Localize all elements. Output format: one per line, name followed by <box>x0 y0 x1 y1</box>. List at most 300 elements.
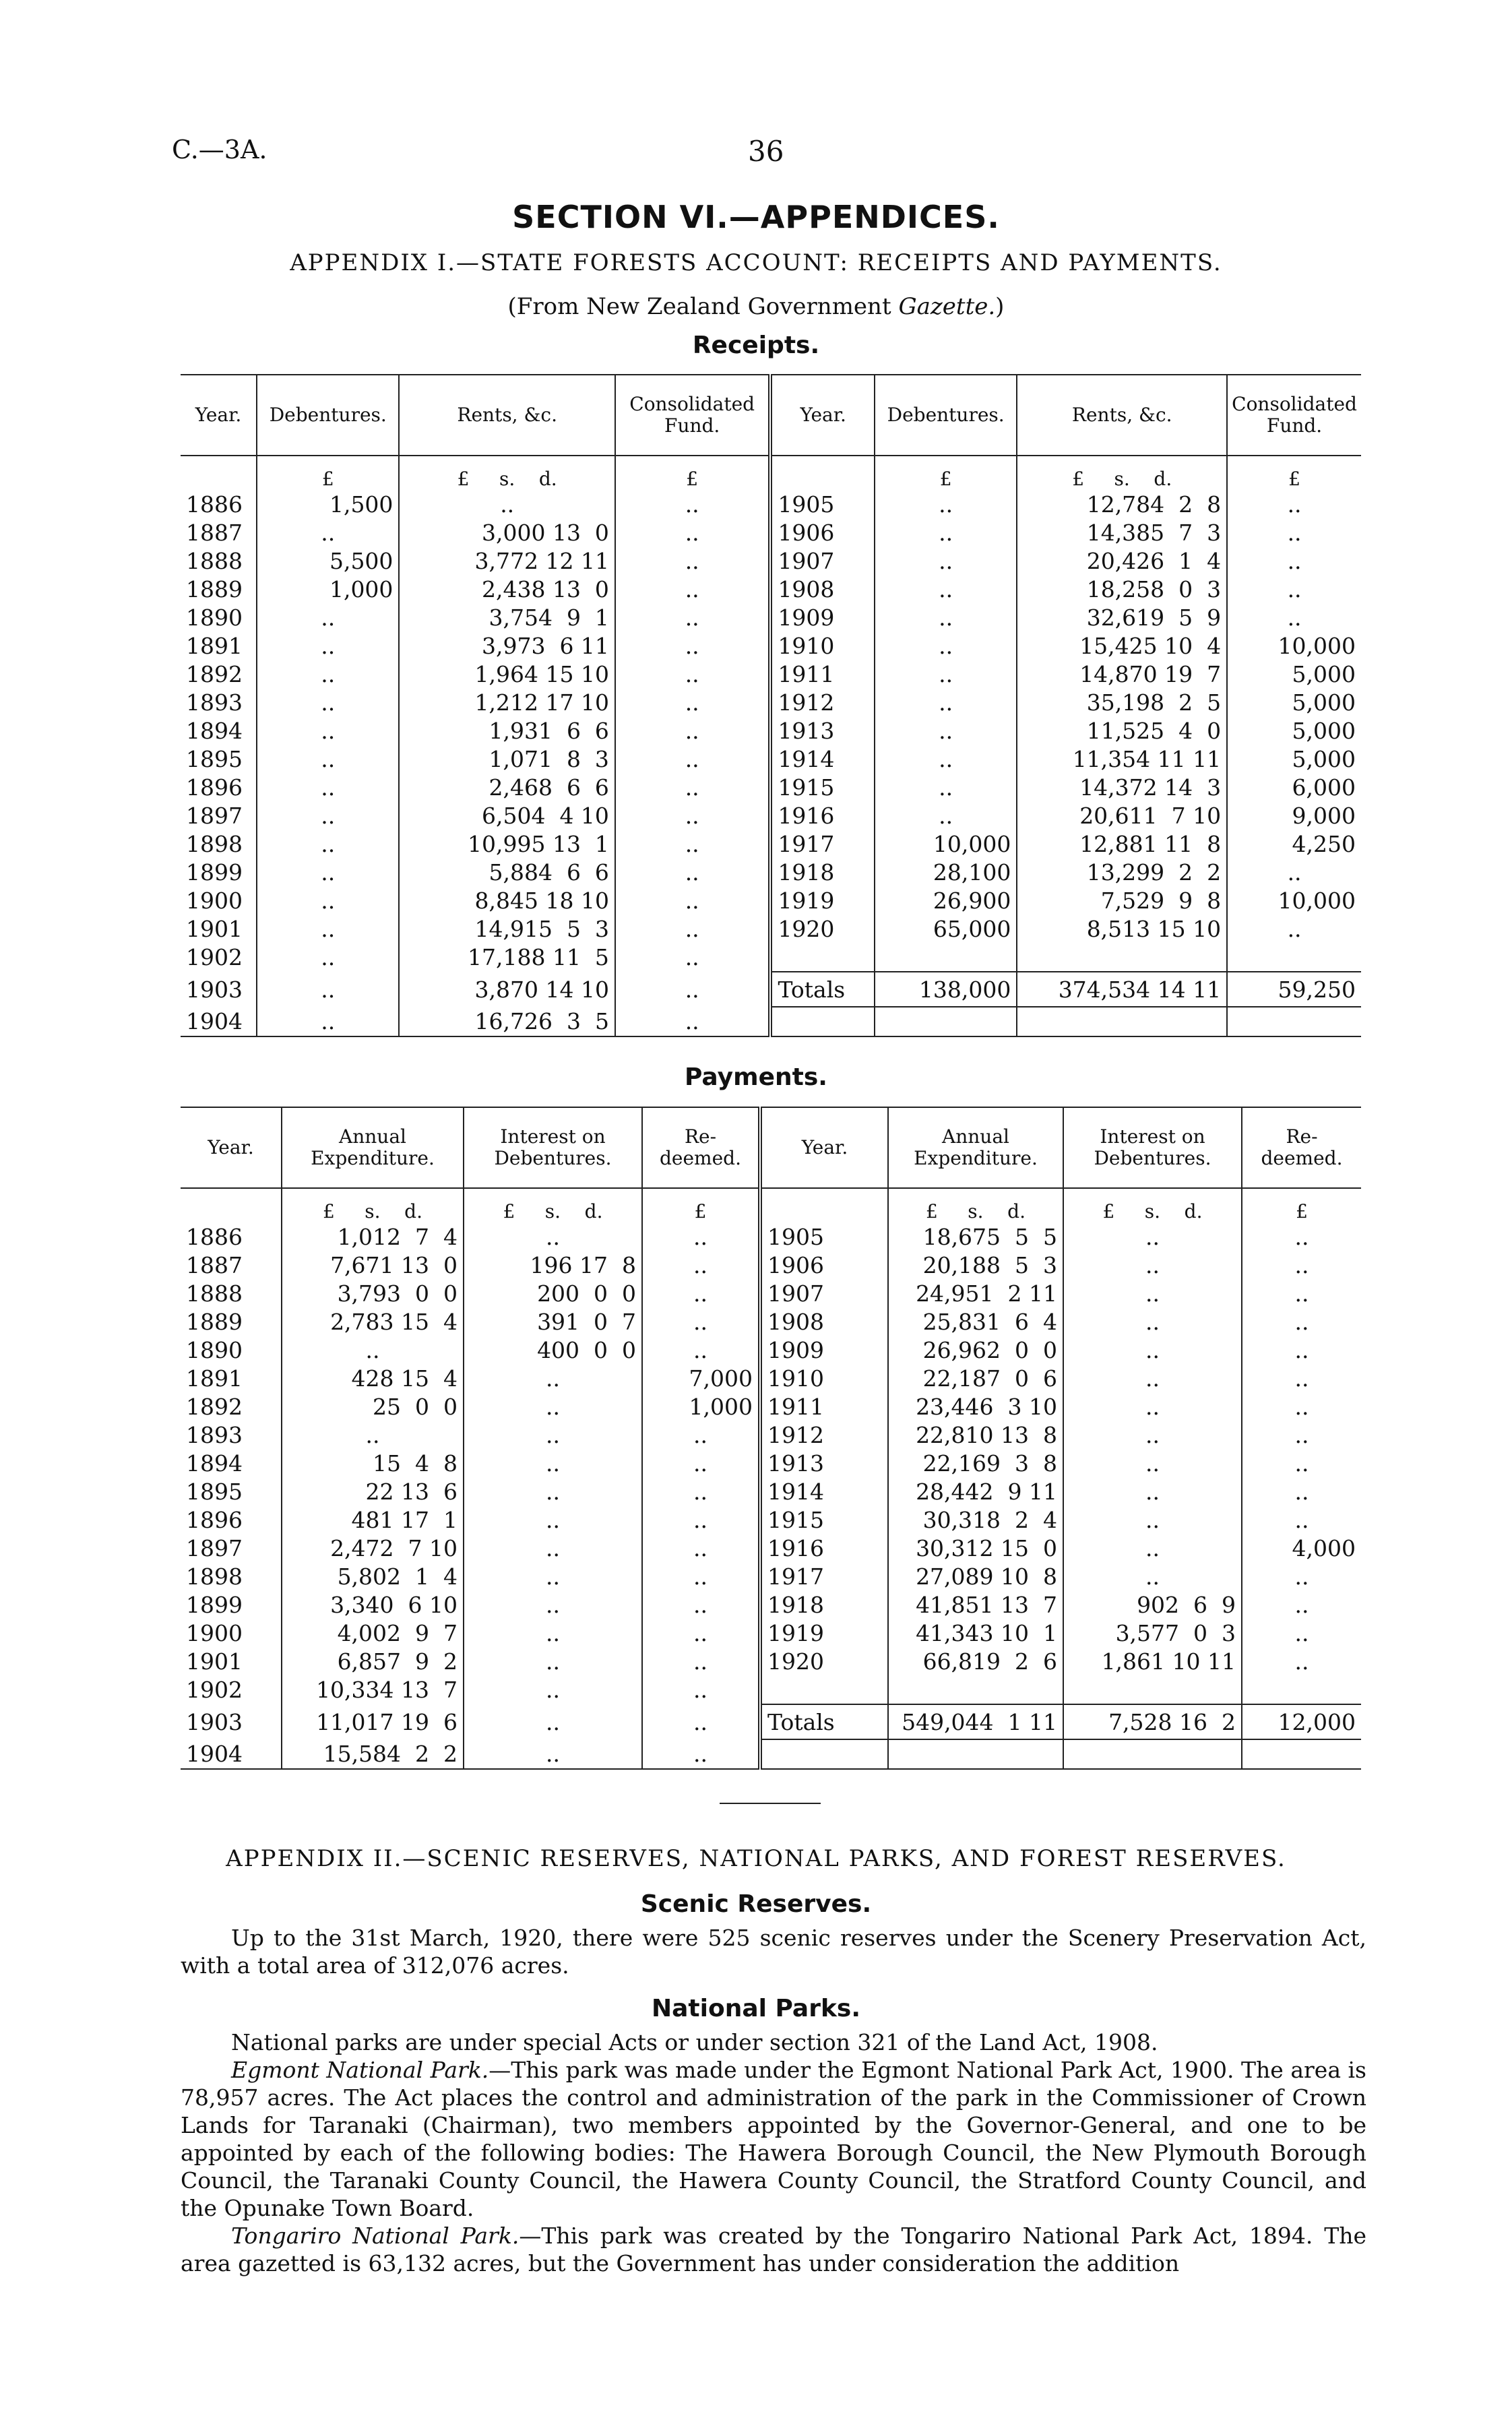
payments-cell: .. <box>1063 1222 1242 1251</box>
receipts-cell: 1900 <box>186 887 243 914</box>
payments-cell: .. <box>464 1222 642 1251</box>
payments-cell: 4,002 9 7 <box>282 1619 464 1647</box>
payments-cell: .. <box>464 1392 642 1421</box>
payments-cell: 1904 <box>181 1739 282 1769</box>
payments-cell: .. <box>642 1222 760 1251</box>
payments-cell: 2,472 7 10 <box>282 1534 464 1562</box>
payments-cell: 1909 <box>760 1336 888 1364</box>
payments-row <box>181 1477 1361 1506</box>
payments-cell: 2,783 15 4 <box>282 1307 464 1336</box>
receipts-cell: .. <box>875 603 1017 631</box>
receipts-cell: 59,250 <box>1227 972 1361 1007</box>
receipts-row <box>181 773 1361 801</box>
receipts-cell: 1918 <box>770 858 875 886</box>
national-parks-paragraph <box>181 2028 1366 2277</box>
receipts-cell: 1903 <box>186 976 243 1003</box>
payments-unit-label <box>760 1188 888 1222</box>
receipts-cell: .. <box>399 490 615 518</box>
receipts-cell: .. <box>875 773 1017 801</box>
receipts-cell: 1901 <box>186 915 243 942</box>
payments-cell: .. <box>1063 1562 1242 1590</box>
receipts-unit-label: £ <box>1227 456 1361 490</box>
payments-cell: .. <box>642 1251 760 1279</box>
receipts-cell: 1890 <box>186 604 243 631</box>
receipts-cell: 8,845 18 10 <box>399 886 615 914</box>
payments-cell: 25 0 0 <box>282 1392 464 1421</box>
receipts-cell <box>1227 1007 1361 1036</box>
source-prefix: (From New Zealand Government <box>507 293 899 320</box>
page-number: 36 <box>748 135 784 168</box>
receipts-cell <box>1227 943 1361 972</box>
receipts-cell: 3,870 14 10 <box>399 972 615 1007</box>
receipts-heading: Receipts. <box>692 332 820 359</box>
receipts-cell: 28,100 <box>875 858 1017 886</box>
national-parks-heading: National Parks. <box>651 1995 860 2022</box>
receipts-cell: .. <box>615 575 771 603</box>
receipts-row <box>181 830 1361 858</box>
payments-cell: 1895 <box>186 1478 243 1505</box>
payments-cell: 22,810 13 8 <box>888 1421 1063 1449</box>
receipts-cell: .. <box>875 716 1017 745</box>
payments-cell: 30,312 15 0 <box>888 1534 1063 1562</box>
receipts-cell: .. <box>257 914 399 943</box>
payments-row <box>181 1506 1361 1534</box>
payments-cell: .. <box>464 1534 642 1562</box>
receipts-cell: 1908 <box>770 575 875 603</box>
receipts-cell: 2,438 13 0 <box>399 575 615 603</box>
receipts-cell: 1910 <box>770 631 875 660</box>
receipts-cell: .. <box>257 603 399 631</box>
appendix2-title: APPENDIX II.—SCENIC RESERVES, NATIONAL PARKS, AND FOREST RESERVES. <box>226 1845 1286 1872</box>
payments-row <box>181 1590 1361 1619</box>
scenic-reserves-paragraph <box>181 1924 1366 1979</box>
payments-unit-label: £ s. d. <box>888 1188 1063 1222</box>
payments-cell: 3,577 0 3 <box>1063 1619 1242 1647</box>
payments-cell: .. <box>642 1619 760 1647</box>
payments-row <box>181 1675 1361 1704</box>
receipts-cell: 5,500 <box>257 547 399 575</box>
payments-cell: 1906 <box>760 1251 888 1279</box>
payments-cell: .. <box>1063 1336 1242 1364</box>
payments-cell: 1,861 10 11 <box>1063 1647 1242 1675</box>
payments-cell: 200 0 0 <box>464 1279 642 1307</box>
receipts-cell: .. <box>257 518 399 547</box>
payments-cell: .. <box>1242 1477 1361 1506</box>
receipts-cell: .. <box>615 972 771 1007</box>
payments-row <box>181 1704 1361 1739</box>
receipts-cell: .. <box>1227 490 1361 518</box>
page-reference: C.—3A. <box>172 135 267 164</box>
receipts-cell: 1905 <box>770 490 875 518</box>
receipts-cell: 4,250 <box>1227 830 1361 858</box>
receipts-col-header: Year. <box>181 375 257 456</box>
receipts-row <box>181 490 1361 518</box>
payments-cell: .. <box>1242 1336 1361 1364</box>
payments-cell: 1887 <box>186 1251 243 1278</box>
receipts-cell <box>875 1007 1017 1036</box>
receipts-cell: .. <box>257 943 399 972</box>
payments-cell: .. <box>1242 1307 1361 1336</box>
payments-unit-label <box>181 1188 282 1222</box>
payments-col-header: Annual Expenditure. <box>282 1107 464 1188</box>
payments-cell: 3,340 6 10 <box>282 1590 464 1619</box>
receipts-cell: 5,000 <box>1227 688 1361 716</box>
payments-cell: .. <box>642 1704 760 1739</box>
receipts-cell: 1887 <box>186 519 243 546</box>
tongariro-name: Tongariro National Park. <box>231 2223 519 2249</box>
payments-unit-label: £ s. d. <box>1063 1188 1242 1222</box>
payments-row <box>181 1392 1361 1421</box>
receipts-row <box>181 886 1361 914</box>
receipts-cell: 6,000 <box>1227 773 1361 801</box>
tongariro-text: —This park was created by the Tongariro National Park Act, 1894. The area gazetted is 63,132 acres, but the Government has under consideration the addition <box>181 2223 1366 2276</box>
payments-cell: .. <box>1063 1307 1242 1336</box>
receipts-cell <box>875 943 1017 972</box>
payments-cell: 1886 <box>186 1223 243 1250</box>
payments-cell <box>1242 1675 1361 1704</box>
receipts-cell: 1889 <box>186 576 243 602</box>
payments-cell: .. <box>464 1704 642 1739</box>
receipts-cell: .. <box>257 716 399 745</box>
payments-cell: 15,584 2 2 <box>282 1739 464 1769</box>
payments-cell: 1902 <box>186 1677 243 1703</box>
receipts-row <box>181 716 1361 745</box>
receipts-cell: 1914 <box>770 745 875 773</box>
payments-cell: .. <box>464 1562 642 1590</box>
receipts-cell: 12,784 2 8 <box>1017 490 1227 518</box>
receipts-cell: 10,000 <box>875 830 1017 858</box>
payments-cell: .. <box>464 1619 642 1647</box>
payments-col-header: Re-deemed. <box>1242 1107 1361 1188</box>
source-suffix: ) <box>995 293 1005 320</box>
payments-cell: .. <box>642 1449 760 1477</box>
payments-cell: 11,017 19 6 <box>282 1704 464 1739</box>
payments-cell: 25,831 6 4 <box>888 1307 1063 1336</box>
payments-col-header: Interest on Debentures. <box>464 1107 642 1188</box>
receipts-unit-label: £ <box>875 456 1017 490</box>
payments-cell: .. <box>1063 1506 1242 1534</box>
payments-cell: .. <box>642 1477 760 1506</box>
receipts-cell: .. <box>257 886 399 914</box>
receipts-row <box>181 603 1361 631</box>
receipts-cell: 3,772 12 11 <box>399 547 615 575</box>
payments-cell <box>1242 1739 1361 1769</box>
receipts-cell: .. <box>615 943 771 972</box>
receipts-cell: 20,426 1 4 <box>1017 547 1227 575</box>
scenic-reserves-heading: Scenic Reserves. <box>640 1890 872 1918</box>
section-title: SECTION VI.—APPENDICES. <box>512 199 1000 235</box>
appendix1-title: APPENDIX I.—STATE FORESTS ACCOUNT: RECEIPTS AND PAYMENTS. <box>290 249 1222 276</box>
payments-cell: 1915 <box>760 1506 888 1534</box>
receipts-cell: 10,995 13 1 <box>399 830 615 858</box>
receipts-cell: .. <box>1227 858 1361 886</box>
payments-cell <box>1063 1675 1242 1704</box>
payments-row <box>181 1562 1361 1590</box>
receipts-cell: .. <box>615 914 771 943</box>
receipts-cell: 11,525 4 0 <box>1017 716 1227 745</box>
receipts-cell: 12,881 11 8 <box>1017 830 1227 858</box>
receipts-cell: .. <box>257 830 399 858</box>
receipts-cell: Totals <box>770 972 875 1007</box>
receipts-cell: 1898 <box>186 830 243 857</box>
payments-row <box>181 1336 1361 1364</box>
payments-cell: 1899 <box>186 1591 243 1618</box>
receipts-cell: .. <box>257 972 399 1007</box>
receipts-cell: 18,258 0 3 <box>1017 575 1227 603</box>
receipts-cell: 8,513 15 10 <box>1017 914 1227 943</box>
receipts-cell: .. <box>615 603 771 631</box>
receipts-cell: .. <box>875 575 1017 603</box>
payments-cell: 400 0 0 <box>464 1336 642 1364</box>
receipts-cell: .. <box>875 745 1017 773</box>
payments-cell: 1900 <box>186 1619 243 1646</box>
receipts-cell: .. <box>615 830 771 858</box>
payments-cell: .. <box>464 1675 642 1704</box>
receipts-cell: 1897 <box>186 802 243 829</box>
receipts-cell: .. <box>615 773 771 801</box>
receipts-cell: 7,529 9 8 <box>1017 886 1227 914</box>
receipts-col-header: Year. <box>770 375 875 456</box>
payments-cell: 27,089 10 8 <box>888 1562 1063 1590</box>
payments-row <box>181 1421 1361 1449</box>
payments-cell: 18,675 5 5 <box>888 1222 1063 1251</box>
payments-cell: .. <box>464 1449 642 1477</box>
receipts-cell: .. <box>1227 547 1361 575</box>
payments-cell: 41,343 10 1 <box>888 1619 1063 1647</box>
payments-unit-label: £ s. d. <box>282 1188 464 1222</box>
receipts-cell: 65,000 <box>875 914 1017 943</box>
payments-cell: 6,857 9 2 <box>282 1647 464 1675</box>
receipts-cell: 10,000 <box>1227 631 1361 660</box>
receipts-row <box>181 914 1361 943</box>
payments-cell: 1916 <box>760 1534 888 1562</box>
payments-cell: 196 17 8 <box>464 1251 642 1279</box>
receipts-cell: 3,973 6 11 <box>399 631 615 660</box>
payments-cell: 1913 <box>760 1449 888 1477</box>
national-intro <box>181 2028 1366 2056</box>
payments-cell: Totals <box>760 1704 888 1739</box>
receipts-cell: .. <box>875 688 1017 716</box>
payments-cell: 549,044 1 11 <box>888 1704 1063 1739</box>
payments-cell: .. <box>1063 1534 1242 1562</box>
receipts-cell: .. <box>615 518 771 547</box>
receipts-cell: 14,915 5 3 <box>399 914 615 943</box>
receipts-row <box>181 858 1361 886</box>
receipts-unit-label: £ s. d. <box>1017 456 1227 490</box>
payments-cell: 7,671 13 0 <box>282 1251 464 1279</box>
payments-cell: 20,188 5 3 <box>888 1251 1063 1279</box>
receipts-cell: 9,000 <box>1227 801 1361 830</box>
payments-cell: .. <box>464 1647 642 1675</box>
receipts-cell: 1899 <box>186 859 243 886</box>
receipts-cell: 374,534 14 11 <box>1017 972 1227 1007</box>
payments-cell: .. <box>1242 1421 1361 1449</box>
payments-cell <box>760 1739 888 1769</box>
receipts-cell: .. <box>615 660 771 688</box>
payments-cell: 481 17 1 <box>282 1506 464 1534</box>
payments-cell: .. <box>642 1279 760 1307</box>
receipts-cell: .. <box>257 745 399 773</box>
receipts-cell: 1906 <box>770 518 875 547</box>
payments-cell: .. <box>642 1562 760 1590</box>
payments-table <box>181 1107 1361 1770</box>
payments-cell: 28,442 9 11 <box>888 1477 1063 1506</box>
egmont-name: Egmont National Park. <box>231 2057 489 2083</box>
receipts-cell: .. <box>257 858 399 886</box>
receipts-cell: 14,372 14 3 <box>1017 773 1227 801</box>
receipts-row <box>181 518 1361 547</box>
payments-cell: 22 13 6 <box>282 1477 464 1506</box>
receipts-cell: 1915 <box>770 773 875 801</box>
receipts-cell: 2,468 6 6 <box>399 773 615 801</box>
receipts-cell: .. <box>1227 518 1361 547</box>
receipts-cell: .. <box>875 490 1017 518</box>
payments-row <box>181 1449 1361 1477</box>
payments-cell: .. <box>282 1421 464 1449</box>
receipts-cell: 6,504 4 10 <box>399 801 615 830</box>
receipts-cell: .. <box>615 886 771 914</box>
payments-cell: .. <box>464 1590 642 1619</box>
receipts-cell: 1909 <box>770 603 875 631</box>
receipts-cell: 1919 <box>770 886 875 914</box>
payments-cell: 1905 <box>760 1222 888 1251</box>
payments-cell: .. <box>1063 1251 1242 1279</box>
receipts-cell: .. <box>875 631 1017 660</box>
payments-cell: 1892 <box>186 1393 243 1420</box>
receipts-cell: .. <box>1227 575 1361 603</box>
receipts-cell: 10,000 <box>1227 886 1361 914</box>
payments-cell: .. <box>282 1336 464 1364</box>
receipts-cell: .. <box>615 858 771 886</box>
payments-cell: 1901 <box>186 1648 243 1675</box>
payments-cell: 1897 <box>186 1534 243 1561</box>
receipts-row <box>181 547 1361 575</box>
payments-cell <box>1063 1739 1242 1769</box>
payments-cell: .. <box>642 1590 760 1619</box>
payments-cell: 428 15 4 <box>282 1364 464 1392</box>
payments-col-header: Annual Expenditure. <box>888 1107 1063 1188</box>
payments-cell <box>760 1675 888 1704</box>
payments-col-header: Year. <box>760 1107 888 1188</box>
payments-cell: 1920 <box>760 1647 888 1675</box>
payments-cell: 1894 <box>186 1450 243 1477</box>
payments-cell: .. <box>1063 1392 1242 1421</box>
receipts-cell: 1916 <box>770 801 875 830</box>
receipts-cell: .. <box>615 631 771 660</box>
payments-cell: 1919 <box>760 1619 888 1647</box>
payments-cell: .. <box>464 1477 642 1506</box>
payments-cell: 1891 <box>186 1365 243 1392</box>
payments-cell: 1911 <box>760 1392 888 1421</box>
receipts-col-header: Consolidated Fund. <box>1227 375 1361 456</box>
receipts-cell: 1912 <box>770 688 875 716</box>
receipts-cell: 26,900 <box>875 886 1017 914</box>
receipts-cell: 16,726 3 5 <box>399 1007 615 1036</box>
tongariro-paragraph <box>181 2222 1366 2277</box>
receipts-cell: 1,931 6 6 <box>399 716 615 745</box>
payments-col-header: Interest on Debentures. <box>1063 1107 1242 1188</box>
scenic-text: Up to the 31st March, 1920, there were 525 scenic reserves under the Scenery Preservation Act, with a total area of 312,076 acres. <box>181 1925 1366 1979</box>
egmont-text: —This park was made under the Egmont National Park Act, 1900. The area is 78,957 acres. The Act places the control and administration of the park in the Commissioner of Crown Lands for Taranaki (Chairman), two members appointed by the Governor-General, and one to be appointed by each of the following bodies: The Hawera Borough Council, the New Plymouth Borough Council, the Taranaki County Council, the Hawera County Council, the Stratford County Council, and the Opunake Town Board. <box>181 2057 1366 2221</box>
payments-unit-label: £ <box>642 1188 760 1222</box>
payments-cell: 23,446 3 10 <box>888 1392 1063 1421</box>
receipts-cell: 11,354 11 11 <box>1017 745 1227 773</box>
source-italic: Gazette. <box>898 293 996 320</box>
receipts-cell: 1895 <box>186 745 243 772</box>
payments-cell: .. <box>464 1739 642 1769</box>
payments-col-header: Year. <box>181 1107 282 1188</box>
receipts-cell: 35,198 2 5 <box>1017 688 1227 716</box>
payments-cell: 26,962 0 0 <box>888 1336 1063 1364</box>
national-intro-text: National parks are under special Acts or under section 321 of the Land Act, 1908. <box>231 2029 1158 2055</box>
receipts-cell: .. <box>875 801 1017 830</box>
receipts-cell <box>770 1007 875 1036</box>
appendix1-source <box>0 293 1512 320</box>
receipts-cell: .. <box>875 518 1017 547</box>
payments-cell: 3,793 0 0 <box>282 1279 464 1307</box>
payments-cell: .. <box>1063 1477 1242 1506</box>
receipts-cell: .. <box>615 688 771 716</box>
receipts-cell: .. <box>257 660 399 688</box>
payments-cell: 1910 <box>760 1364 888 1392</box>
receipts-col-header: Rents, &c. <box>399 375 615 456</box>
receipts-col-header: Rents, &c. <box>1017 375 1227 456</box>
receipts-cell: 1902 <box>186 944 243 970</box>
receipts-cell: .. <box>257 801 399 830</box>
receipts-cell <box>770 943 875 972</box>
receipts-cell: 1,000 <box>257 575 399 603</box>
payments-cell: 7,528 16 2 <box>1063 1704 1242 1739</box>
payments-row <box>181 1619 1361 1647</box>
payments-row <box>181 1279 1361 1307</box>
receipts-cell: 1892 <box>186 660 243 687</box>
receipts-unit-label: £ <box>257 456 399 490</box>
receipts-row <box>181 801 1361 830</box>
receipts-cell: .. <box>257 688 399 716</box>
payments-cell: 1889 <box>186 1308 243 1335</box>
payments-row <box>181 1534 1361 1562</box>
payments-cell: 1908 <box>760 1307 888 1336</box>
receipts-row <box>181 688 1361 716</box>
payments-cell <box>888 1675 1063 1704</box>
payments-cell: 41,851 13 7 <box>888 1590 1063 1619</box>
payments-cell: .. <box>642 1675 760 1704</box>
payments-cell: .. <box>1242 1647 1361 1675</box>
receipts-cell: 1911 <box>770 660 875 688</box>
payments-cell: 22,169 3 8 <box>888 1449 1063 1477</box>
receipts-cell: .. <box>875 547 1017 575</box>
payments-cell: .. <box>1063 1449 1242 1477</box>
receipts-cell: 1888 <box>186 547 243 574</box>
receipts-cell: 1917 <box>770 830 875 858</box>
receipts-cell: .. <box>615 745 771 773</box>
payments-cell: 4,000 <box>1242 1534 1361 1562</box>
receipts-cell: 1,071 8 3 <box>399 745 615 773</box>
payments-cell: .. <box>1242 1364 1361 1392</box>
receipts-cell: 1891 <box>186 632 243 659</box>
receipts-unit-label: £ s. d. <box>399 456 615 490</box>
receipts-cell: 1,964 15 10 <box>399 660 615 688</box>
receipts-cell: 1893 <box>186 689 243 716</box>
payments-cell: .. <box>1063 1421 1242 1449</box>
payments-cell: 1907 <box>760 1279 888 1307</box>
receipts-row <box>181 972 1361 1007</box>
receipts-cell: 15,425 10 4 <box>1017 631 1227 660</box>
receipts-unit-label <box>181 456 257 490</box>
payments-heading: Payments. <box>685 1063 827 1091</box>
receipts-cell: 17,188 11 5 <box>399 943 615 972</box>
payments-cell: .. <box>642 1506 760 1534</box>
